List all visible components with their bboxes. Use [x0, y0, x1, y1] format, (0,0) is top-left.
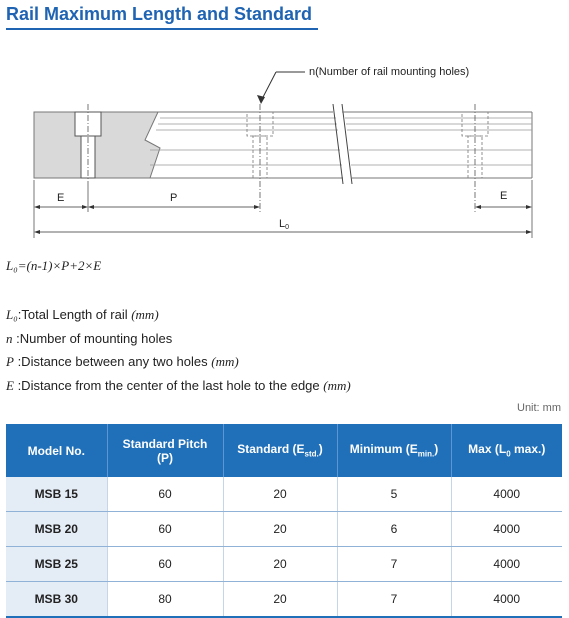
table-row	[6, 547, 562, 582]
symbol-definitions	[6, 305, 351, 399]
cell-standard: 20	[223, 582, 337, 618]
dim-label-l0: L0	[279, 218, 290, 231]
cell-model: MSB 15	[6, 477, 107, 512]
header-standard	[223, 424, 337, 477]
unit-label: Unit: mm	[517, 402, 561, 414]
definition-e	[6, 376, 351, 400]
definition-symbol: P	[6, 354, 14, 369]
arrow-p-b	[254, 205, 260, 209]
header-max-label: Max (L	[468, 442, 507, 457]
cell-pitch: 60	[107, 512, 223, 547]
rail-diagram	[0, 52, 569, 242]
title-underline	[6, 28, 318, 30]
header-max	[451, 424, 562, 477]
cell-standard: 20	[223, 547, 337, 582]
header-model-label: Model No.	[27, 443, 85, 458]
arrow-l0-a	[34, 230, 40, 234]
header-standard-label: Standard (E	[237, 442, 305, 457]
header-minimum	[337, 424, 451, 477]
definition-n	[6, 329, 351, 353]
header-pitch	[107, 424, 223, 477]
header-max-tail: max.)	[510, 442, 546, 457]
length-formula: L₀=(n-1)×P+2×E	[6, 258, 102, 273]
definition-p	[6, 352, 351, 376]
definition-unit: (mm)	[131, 307, 159, 322]
cell-pitch: 80	[107, 582, 223, 618]
cell-max: 4000	[451, 512, 562, 547]
header-minimum-sub: min.	[417, 449, 435, 459]
cell-max: 4000	[451, 547, 562, 582]
cell-pitch: 60	[107, 547, 223, 582]
definition-symbol: L₀	[6, 307, 18, 322]
break-line-1	[333, 104, 343, 184]
definition-text: :Number of mounting holes	[12, 330, 173, 346]
arrow-e-left-b	[82, 205, 88, 209]
header-minimum-close: )	[434, 442, 439, 457]
arrow-p-a	[88, 205, 94, 209]
table-row	[6, 512, 562, 547]
arrow-e-left-a	[34, 205, 40, 209]
page-title: Rail Maximum Length and Standard	[6, 4, 313, 24]
dim-label-e-right: E	[500, 190, 508, 202]
header-max-sub: 0	[506, 449, 511, 459]
definition-symbol: n	[6, 330, 13, 346]
cell-model: MSB 30	[6, 582, 107, 618]
arrow-l0-b	[526, 230, 532, 234]
cell-max: 4000	[451, 477, 562, 512]
header-minimum-label: Minimum (E	[349, 442, 418, 457]
break-line-2	[342, 104, 352, 184]
cell-minimum: 7	[337, 547, 451, 582]
definition-l0	[6, 305, 351, 329]
definition-unit: (mm)	[211, 354, 239, 369]
header-model	[6, 424, 107, 477]
cell-standard: 20	[223, 477, 337, 512]
cell-minimum: 5	[337, 477, 451, 512]
definition-unit: (mm)	[323, 377, 351, 393]
dim-label-p: P	[170, 192, 178, 204]
cell-minimum: 6	[337, 512, 451, 547]
definition-text: :Total Length of rail	[17, 307, 132, 322]
header-pitch-label: Standard Pitch	[122, 436, 208, 451]
arrow-e-right-b	[526, 205, 532, 209]
callout-label: n(Number of rail mounting holes)	[309, 66, 470, 78]
cell-max: 4000	[451, 582, 562, 618]
cell-model: MSB 20	[6, 512, 107, 547]
arrow-e-right-a	[475, 205, 481, 209]
definition-text: :Distance from the center of the last hole to the edge	[13, 377, 324, 393]
cell-standard: 20	[223, 512, 337, 547]
header-standard-close: )	[318, 442, 323, 457]
table-row	[6, 477, 562, 512]
table-header-row	[6, 424, 562, 477]
dim-label-e-left: E	[57, 192, 65, 204]
table-row	[6, 582, 562, 618]
cell-pitch: 60	[107, 477, 223, 512]
header-pitch-sub: (P)	[157, 450, 173, 465]
rail-spec-table	[6, 424, 562, 618]
cell-minimum: 7	[337, 582, 451, 618]
cell-model: MSB 25	[6, 547, 107, 582]
header-standard-sub: std.	[304, 449, 319, 459]
definition-text: :Distance between any two holes	[13, 354, 212, 369]
definition-symbol: E	[6, 377, 14, 393]
